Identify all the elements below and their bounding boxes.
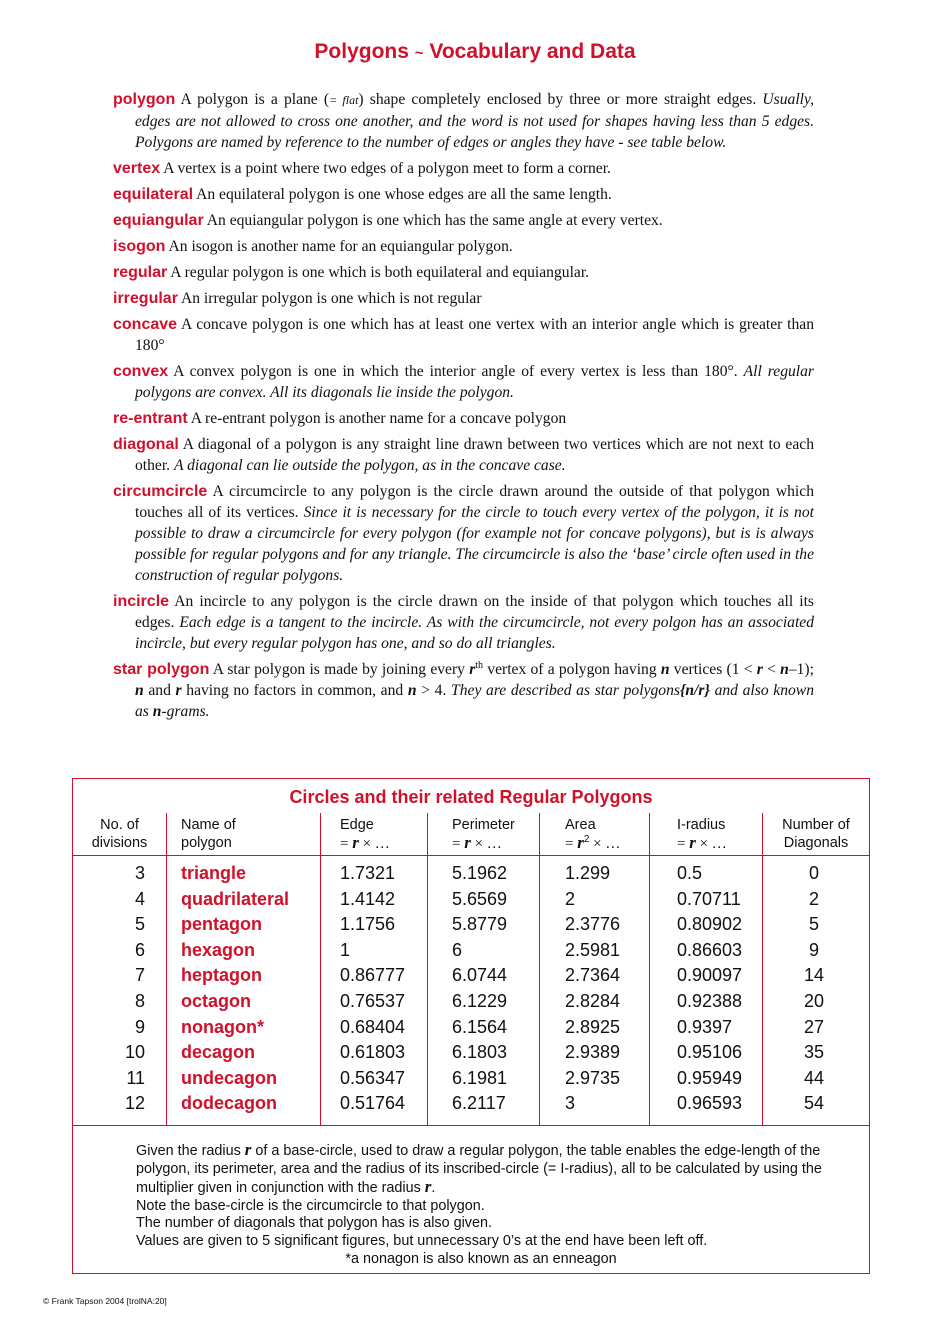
table-cell-perimeter: 6.1564 — [452, 1016, 508, 1037]
note-circumcircle: Since it is necessary for the circle to touch every vertex of the polygon, it is not possible to draw a circumcircle for every polygon (for example not for concave polygons), but is is always possible for regular polygons and for any triangle. The circumcircle is also the ‘base’ circle often used in the construction of regular polygons. — [135, 504, 814, 584]
column-divider — [427, 813, 428, 1125]
table-cell-area: 2.8925 — [565, 1016, 621, 1037]
entry-reentrant — [113, 408, 814, 429]
table-cell-n: 9 — [134, 1016, 145, 1037]
header-diagonals: Number of Diagonals — [782, 817, 850, 851]
table-cell-area: 2 — [565, 888, 576, 909]
table-cell-name: octagon — [181, 990, 251, 1011]
header-name: Name of polygon — [181, 817, 236, 851]
table-cell-edge: 0.76537 — [340, 990, 406, 1011]
table-cell-name: nonagon* — [181, 1016, 264, 1037]
table-cell-perimeter: 5.8779 — [452, 914, 508, 935]
note-paragraph-3: The number of diagonals that polygon has is also given. — [136, 1215, 492, 1232]
column-edge — [340, 861, 405, 1117]
column-divider — [166, 813, 167, 1125]
term-circumcircle: circumcircle — [113, 483, 208, 500]
table-notes — [136, 1141, 826, 1268]
table-cell-diagonals: 0 — [808, 863, 819, 883]
table-cell-n: 10 — [124, 1042, 145, 1063]
table-cell-diagonals: 27 — [803, 1016, 825, 1037]
header-iradius: I-radius = r × … — [677, 817, 727, 852]
note-paragraph-4: Values are given to 5 significant figures, but unnecessary 0’s at the end have been left off. — [136, 1232, 708, 1249]
column-iradius — [677, 861, 742, 1117]
table-cell-iradius: 0.92388 — [677, 990, 743, 1011]
table-cell-perimeter: 6 — [452, 939, 463, 960]
table-cell-iradius: 0.90097 — [677, 965, 743, 986]
table-title: Circles and their related Regular Polygons — [289, 787, 653, 807]
table-cell-name: pentagon — [181, 914, 262, 935]
title-part2: Vocabulary and Data — [429, 40, 636, 63]
table-cell-perimeter: 6.0744 — [452, 965, 508, 986]
entry-irregular — [113, 288, 814, 309]
table-cell-name: quadrilateral — [181, 888, 290, 909]
table-cell-iradius: 0.95949 — [677, 1067, 743, 1088]
def-polygon-flat: = flat — [329, 93, 359, 107]
column-divider — [320, 813, 321, 1125]
vocabulary-list — [113, 89, 814, 727]
note-star-ngrams: -grams. — [161, 703, 210, 720]
table-cell-area: 2.5981 — [565, 939, 621, 960]
def-star-7: having no factors in common, and — [186, 682, 404, 699]
table-cell-area: 1.299 — [565, 863, 611, 883]
table-cell-iradius: 0.70711 — [677, 888, 741, 909]
table-cell-iradius: 0.86603 — [677, 939, 743, 960]
entry-polygon — [113, 89, 814, 153]
symbol-n: n — [152, 703, 162, 720]
note-paragraph-2: Note the base-circle is the circumcircle to that polygon. — [136, 1197, 485, 1214]
term-regular: regular — [113, 264, 168, 281]
def-circumcircle: A circumcircle to any polygon is the circle drawn around the outside of that polygon which touches all of its vertices. — [135, 483, 814, 521]
table-cell-edge: 0.61803 — [340, 1042, 406, 1063]
column-divider — [649, 813, 650, 1125]
def-isogon: An isogon is another name for an equiangular polygon. — [168, 238, 513, 255]
def-star-1: A star polygon is made by joining every — [212, 661, 465, 678]
def-star-6: and — [148, 682, 171, 699]
table-cell-n: 6 — [134, 939, 145, 960]
table-cell-diagonals: 2 — [808, 888, 819, 909]
symbol-n: n — [407, 682, 417, 699]
term-reentrant: re-entrant — [113, 410, 188, 427]
symbol-n: n — [135, 682, 144, 699]
table-cell-area: 2.9389 — [565, 1042, 621, 1063]
table-cell-name: triangle — [181, 863, 247, 883]
term-irregular: irregular — [113, 290, 178, 307]
column-perimeter — [452, 861, 507, 1117]
table-cell-area: 3 — [565, 1093, 576, 1114]
term-incircle: incircle — [113, 593, 170, 610]
table-cell-area: 2.8284 — [565, 990, 621, 1011]
table-cell-name: undecagon — [181, 1067, 278, 1088]
def-star-8: > 4. — [421, 682, 447, 699]
note-incircle: Each edge is a tangent to the incircle. As with the circumcircle, not every polgon has an associated incircle, but every regular polygon has one, and so do all triangles. — [135, 614, 814, 652]
table-cell-edge: 1.4142 — [340, 888, 396, 909]
title-part1: Polygons — [314, 40, 409, 63]
table-cell-n: 3 — [134, 863, 145, 883]
copyright: © Frank Tapson 2004 [trolNA:20] — [43, 1296, 167, 1306]
table-cell-n: 11 — [126, 1067, 145, 1088]
table-cell-diagonals: 9 — [808, 939, 819, 960]
note-polygon: Usually, edges are not allowed to cross one another, and the word is not used for shapes having less than 5 edges. Polygons are named by reference to the number of edges or angles they have - see table below. — [135, 91, 814, 151]
def-star-5: –1); — [788, 661, 814, 678]
entry-regular — [113, 262, 814, 283]
entry-isogon — [113, 236, 814, 257]
column-divider — [539, 813, 540, 1125]
note-convex: All regular polygons are convex. All its diagonals lie inside the polygon. — [135, 363, 814, 401]
table-cell-area: 2.9735 — [565, 1067, 621, 1088]
table-cell-edge: 1.1756 — [340, 914, 396, 935]
note-diagonal: A diagonal can lie outside the polygon, as in the concave case. — [173, 457, 566, 474]
table-cell-edge: 0.86777 — [340, 965, 406, 986]
table-cell-iradius: 0.80902 — [677, 914, 743, 935]
column-diagonals — [762, 861, 866, 1117]
page-title — [0, 40, 950, 64]
symbol-n: n — [660, 661, 670, 678]
term-vertex: vertex — [113, 160, 161, 177]
polygon-data-table — [72, 778, 870, 1274]
table-cell-perimeter: 6.2117 — [452, 1093, 506, 1114]
term-equilateral: equilateral — [113, 186, 194, 203]
table-cell-iradius: 0.9397 — [677, 1016, 733, 1037]
table-cell-perimeter: 6.1229 — [452, 990, 508, 1011]
def-vertex: A vertex is a point where two edges of a polygon meet to form a corner. — [163, 160, 611, 177]
entry-circumcircle — [113, 481, 814, 586]
table-cell-name: decagon — [181, 1042, 256, 1063]
def-irregular: An irregular polygon is one which is not regular — [180, 290, 482, 307]
table-cell-edge: 0.68404 — [340, 1016, 406, 1037]
column-area — [565, 861, 620, 1117]
table-cell-iradius: 0.95106 — [677, 1042, 743, 1063]
term-concave: concave — [113, 316, 178, 333]
def-equilateral: An equilateral polygon is one whose edges are all the same length. — [196, 186, 612, 203]
note-nonagon: *a nonagon is also known as an enneagon — [345, 1250, 617, 1267]
table-cell-perimeter: 5.6569 — [452, 888, 508, 909]
notes-divider — [73, 1125, 869, 1126]
table-cell-iradius: 0.5 — [677, 863, 703, 883]
header-area: Area = $r^2$ × … — [565, 817, 621, 852]
table-cell-diagonals: 35 — [803, 1042, 825, 1063]
table-cell-n: 8 — [134, 990, 145, 1011]
term-isogon: isogon — [113, 238, 166, 255]
def-star-3: vertices (1 < — [673, 661, 753, 678]
def-polygon-1: A polygon is a plane ( — [180, 91, 330, 108]
entry-incircle — [113, 591, 814, 654]
header-divisions: No. of divisions — [91, 817, 148, 851]
table-cell-name: dodecagon — [181, 1093, 278, 1114]
entry-equiangular — [113, 210, 814, 231]
symbol-r: r — [175, 682, 182, 699]
table-cell-edge: 1.7321 — [340, 863, 396, 883]
superscript-th: th — [475, 659, 484, 671]
table-cell-name: heptagon — [181, 965, 262, 986]
table-cell-area: 2.3776 — [565, 914, 621, 935]
table-cell-perimeter: 5.1962 — [452, 863, 508, 883]
table-cell-diagonals: 44 — [803, 1067, 825, 1088]
entry-equilateral — [113, 184, 814, 205]
table-cell-n: 7 — [134, 965, 145, 986]
table-cell-perimeter: 6.1981 — [452, 1067, 508, 1088]
symbol-r: r — [469, 661, 476, 678]
symbol-n: n — [780, 661, 789, 678]
table-cell-edge: 0.56347 — [340, 1067, 406, 1088]
def-star-4: < — [767, 661, 776, 678]
table-cell-diagonals: 20 — [803, 990, 825, 1011]
title-tilde: ~ — [414, 45, 424, 62]
def-convex: A convex polygon is one in which the interior angle of every vertex is less than 180°. — [173, 363, 738, 380]
table-cell-edge: 1 — [340, 939, 351, 960]
table-cell-iradius: 0.96593 — [677, 1093, 743, 1114]
term-convex: convex — [113, 363, 169, 380]
term-equiangular: equiangular — [113, 212, 204, 229]
table-cell-n: 4 — [134, 888, 145, 909]
def-star-2: vertex of a polygon having — [487, 661, 657, 678]
header-edge: Edge = r × … — [340, 817, 390, 852]
table-cell-edge: 0.51764 — [340, 1093, 406, 1114]
def-polygon-2: ) shape completely enclosed by three or more straight edges. — [358, 91, 757, 108]
table-cell-n: 5 — [134, 914, 145, 935]
def-diagonal: A diagonal of a polygon is any straight line drawn between two vertices which are not next to each other. — [135, 436, 814, 474]
column-name — [181, 861, 289, 1117]
table-cell-diagonals: 54 — [803, 1093, 825, 1114]
def-incircle: An incircle to any polygon is the circle drawn on the inside of that polygon which touches all its edges. — [135, 593, 814, 631]
entry-vertex — [113, 158, 814, 179]
note-star-2: and also known as — [135, 682, 814, 720]
table-cell-n: 12 — [124, 1093, 145, 1114]
table-cell-diagonals: 5 — [808, 914, 819, 935]
entry-concave — [113, 314, 814, 356]
note-star-1: They are described as star polygons — [451, 682, 680, 699]
note-star-nr: {n/r} — [679, 682, 710, 699]
table-cell-area: 2.7364 — [565, 965, 621, 986]
entry-diagonal — [113, 434, 814, 476]
def-equiangular: An equiangular polygon is one which has the same angle at every vertex. — [206, 212, 663, 229]
header-perimeter: Perimeter = r × … — [452, 817, 515, 852]
entry-star-polygon — [113, 659, 814, 722]
symbol-r: r — [756, 661, 763, 678]
term-diagonal: diagonal — [113, 436, 179, 453]
entry-convex — [113, 361, 814, 403]
def-regular: A regular polygon is one which is both equilateral and equiangular. — [170, 264, 590, 281]
term-star-polygon: star polygon — [113, 661, 210, 678]
table-cell-perimeter: 6.1803 — [452, 1042, 508, 1063]
header-divider — [73, 855, 869, 856]
table-cell-diagonals: 14 — [803, 965, 825, 986]
term-polygon: polygon — [113, 91, 176, 108]
table-cell-name: hexagon — [181, 939, 256, 960]
column-divisions — [73, 861, 145, 1117]
def-reentrant: A re-entrant polygon is another name for a concave polygon — [190, 410, 567, 427]
def-concave: A concave polygon is one which has at least one vertex with an interior angle which is greater than 180° — [135, 316, 814, 354]
note-paragraph-1: Given the radius r of a base-circle, used to draw a regular polygon, the table enables the edge-length of the polygon, its perimeter, area and the radius of its inscribed-circle (= I-radius), all to be calculated by using the multiplier given in conjunction with the radius r. — [136, 1140, 822, 1197]
